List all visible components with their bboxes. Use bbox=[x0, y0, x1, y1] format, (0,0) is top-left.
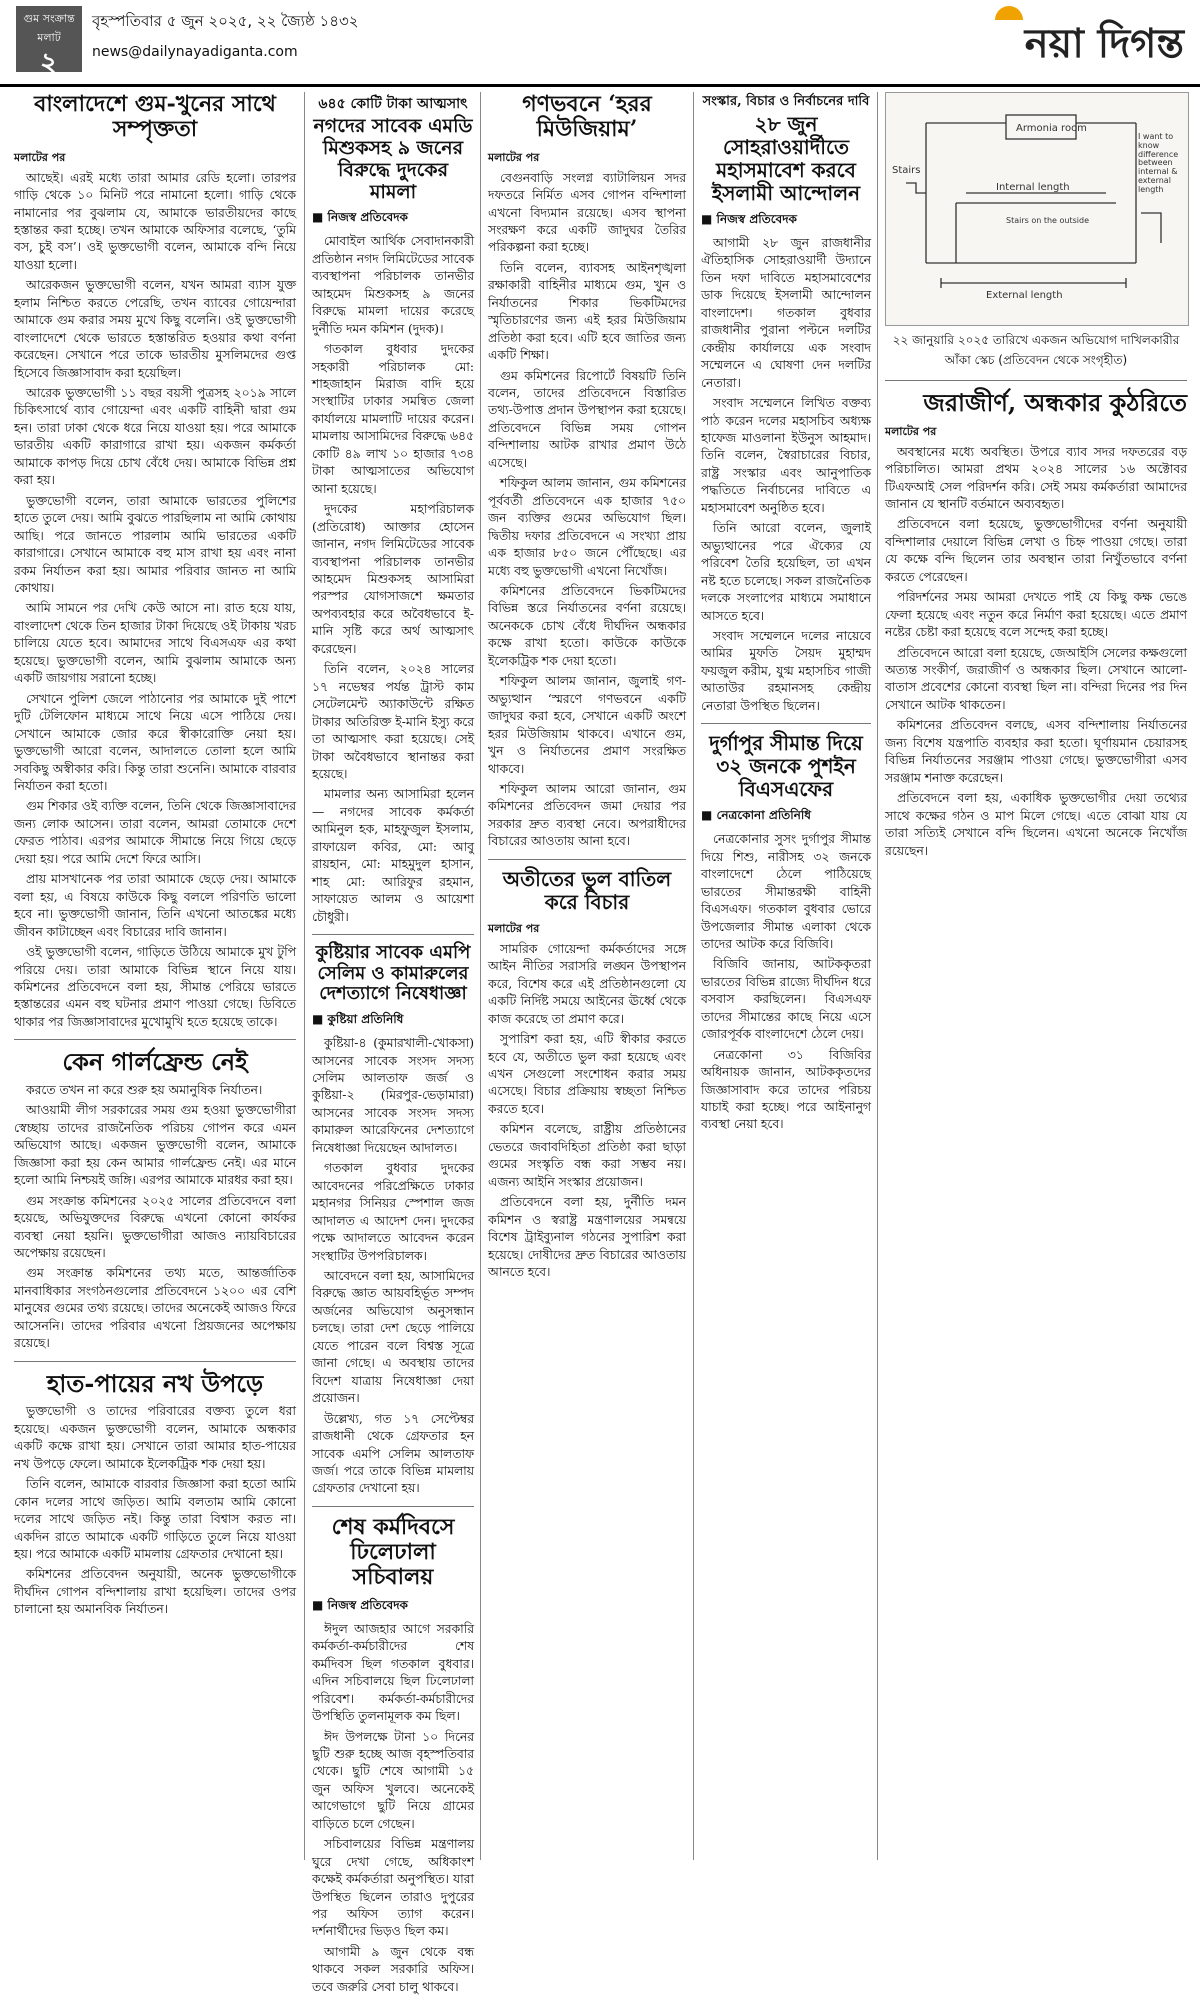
headline-gum-khun: বাংলাদেশে গুম-খুনের সাথে সম্পৃক্ততা bbox=[34, 91, 276, 143]
sketch-label-room: Armonia room bbox=[1016, 123, 1087, 134]
paragraph: গুম সংক্রান্ত কমিশনের ২০২৫ সালের প্রতিবেদনে বলা হয়েছে, অভিযুক্তদের বিরুদ্ধে এখনো কোনো কার্যকর ব্যবস্থা নেয়া হয়নি। ভুক্তভোগীরা আজও ন্যায়বিচারের অপেক্ষায় রয়েছেন। bbox=[14, 1193, 296, 1261]
column-rule bbox=[877, 92, 878, 1860]
paragraph: ওই ভুক্তভোগী বলেন, গাড়িতে উঠিয়ে আমাকে মুখ টুপি পরিয়ে দেয়। তারা আমাকে বিভিন্ন স্থানে নিয়ে যায়। কমিশনের প্রতিবেদনে বলা হয়, সীমান্ত পেরিয়ে ভারতে হস্তান্তরের এমন বহু ঘটনার প্রমাণ পাওয়া গেছে। ডিবিতে থাকার পর জিজ্ঞাসাবাদের মুখোমুখি হতে হয়েছে তাকে। bbox=[14, 945, 296, 1029]
paragraph: গুম কমিশনের রিপোর্টে বিষয়টি তিনি বলেন, তাদের প্রতিবেদনে বিস্তারিত তথ্য-উপাত্ত প্রদান উপস্থাপন করা হয়েছে। প্রতিবেদনে বিভিন্ন সময় গোপন বন্দিশালায় আটক রাখার প্রমাণ উঠে এসেছে। bbox=[488, 368, 686, 470]
paragraph: করতে তখন না করে শুরু হয় অমানুষিক নির্যাতন। bbox=[26, 1082, 263, 1097]
kicker: ৬৪৫ কোটি টাকা আত্মসাৎ bbox=[318, 96, 468, 112]
paragraph: তিনি আরো বলেন, জুলাই অভ্যুত্থানের পরে ঐক্যের যে পরিবেশ তৈরি হয়েছিল, তা এখন নষ্ট হতে চলেছে। সকল রাজনৈতিক দলকে সংলাপের মাধ্যমে সমাধানে আসতে হবে। bbox=[701, 521, 871, 623]
paragraph: অবস্থানের মধ্যে অবস্থিত। উপরে ব্যাব সদর দফতরের বড় পরিচালিত। আমরা প্রথম ২০২৪ সালের ১৬ অক্টোবর টিএফআই সেল পরিদর্শন করি। সেই সময় কর্মকর্তারা আমাদের জানান যে স্থানটি বর্তমানে অব্যবহৃত। bbox=[885, 444, 1187, 511]
byline: ■ নিজস্ব প্রতিবেদক bbox=[701, 212, 797, 226]
logo-text: নয়া দিগন্ত bbox=[1024, 21, 1184, 67]
headline-girlfriend: কেন গার্লফ্রেন্ড নেই bbox=[62, 1047, 248, 1077]
byline: ■ নিজস্ব প্রতিবেদক bbox=[312, 210, 408, 225]
divider bbox=[885, 380, 1187, 381]
paragraph: বেগুনবাড়ি সংলগ্ন ব্যাটালিয়ন সদর দফতরে নির্মিত এসব গোপন বন্দিশালা এখনো বিদ্যমান রয়েছে। এসব স্থাপনা সংরক্ষণ করে একটি জাদুঘর তৈরির পরিকল্পনা করা হচ্ছে। bbox=[488, 170, 686, 255]
column-1 bbox=[14, 92, 296, 1622]
section-label: গুম সংক্রান্ত bbox=[23, 12, 75, 25]
paragraph: সেখানে পুলিশ জেলে পাঠানোর পর আমাকে দুই পাশে দুটি টেলিফোন মাধ্যমে সাথে নিয়ে এসে পাঠিয়ে দেয়। সেখানে আমাকে জোর করে স্বীকারোক্তি নেয়া হয়। ভুক্তভোগী আরো বলেন, আদালতে তোলা হলে আমি সবকিছু অস্বীকার করি। কিন্তু তারা শুনেনি। আমাকে বারবার নির্যাতন করা হতো। bbox=[14, 691, 296, 793]
paragraph: কমিশনের প্রতিবেদন বলছে, এসব বন্দিশালায় নির্যাতনের জন্য বিশেষ যন্ত্রপাতি ব্যবহার করা হতো। ঘূর্ণায়মান চেয়ারসহ বিভিন্ন নির্যাতনের সরঞ্জাম পাওয়া গেছে। ভুক্তভোগীরা এসব সরঞ্জাম শনাক্ত করেছেন। bbox=[885, 718, 1187, 785]
paragraph: ভুক্তভোগী ও তাদের পরিবারের বক্তব্য তুলে ধরা হয়েছে। একজন ভুক্তভোগী বলেন, আমাকে অন্ধকার একটি কক্ষে রাখা হয়। সেখানে তারা আমার হাত-পায়ের নখ উপড়ে ফেলে। আমাকে ইলেকট্রিক শক দেয়া হয়। bbox=[14, 1404, 296, 1471]
photo-caption: ২২ জানুয়ারি ২০২৫ তারিখে একজন অভিযোগ দাখিলকারীর আঁকা স্কেচ (প্রতিবেদন থেকে সংগৃহীত) bbox=[892, 333, 1180, 367]
paragraph: শফিকুল আলম জানান, জুলাই গণ-অভ্যুত্থান ‘স্মরণে গণভবনে একটি জাদুঘর করা হবে, সেখানে একটি অংশে হরর মিউজিয়াম থাকবে। এখানে গুম, খুন ও নির্যাতনের প্রমাণ সংরক্ষিত থাকবে। bbox=[488, 674, 686, 776]
article-body bbox=[488, 941, 686, 1282]
paragraph: গুম শিকার ওই ব্যক্তি বলেন, তিনি থেকে জিজ্ঞাসাবাদের জন্য লোক আসেন। তারা বলেন, আমরা তোমাকে দেশে ফেরত পাঠাব। এরপর আমাকে সীমান্তে নিয়ে গিয়ে ছেড়ে দেয়া হয়। পরে আমি দেশে ফিরে আসি। bbox=[14, 799, 296, 866]
section-box bbox=[16, 6, 82, 79]
paragraph: প্রতিবেদনে বলা হয়, একাধিক ভুক্তভোগীর দেয়া তথ্যের সাথে কক্ষের গঠন ও মাপ মিলে গেছে। এতে বোঝা যায় যে তারা সত্যিই সেখানে বন্দি ছিলেন। এখনো অনেকে নিখোঁজ রয়েছেন। bbox=[885, 791, 1187, 858]
column-5 bbox=[885, 92, 1187, 863]
paragraph: শফিকুল আলম আরো জানান, গুম কমিশনের প্রতিবেদন জমা দেয়ার পর সরকার দ্রুত ব্যবস্থা নেবে। অপরাধীদের বিচারের আওতায় আনা হবে। bbox=[488, 782, 686, 849]
sketch-label-external: External length bbox=[986, 290, 1063, 301]
paragraph: ঈদ উপলক্ষে টানা ১০ দিনের ছুটি শুরু হচ্ছে আজ বৃহস্পতিবার থেকে। ছুটি শেষে আগামী ১৫ জুন অফিস খুলবে। অনেকেই আগেভাগে ছুটি নিয়ে গ্রামের বাড়িতে চলে গেছেন। bbox=[312, 1729, 474, 1831]
article-body bbox=[312, 1621, 474, 1997]
article-body bbox=[885, 444, 1187, 860]
paragraph: কমিশন বলেছে, রাষ্ট্রীয় প্রতিষ্ঠানের ভেতরে জবাবদিহিতা প্রতিষ্ঠা করা ছাড়া গুমের সংস্কৃতি বন্ধ করা সম্ভব নয়। এজন্য আইনি সংস্কার প্রয়োজন। bbox=[488, 1122, 686, 1189]
byline: ■ নিজস্ব প্রতিবেদক bbox=[312, 1597, 408, 1612]
paragraph: তিনি বলেন, ২০২৪ সালের ১৭ নভেম্বর পর্যন্ত ট্রাস্ট কাম সেটেলমেন্ট অ্যাকাউন্টে রক্ষিত টাকার অতিরিক্ত ই-মানি ইস্যু করে তা আত্মসাৎ করা হয়েছে। সেই টাকা অবৈধভাবে স্থানান্তর করা হয়েছে। bbox=[312, 662, 474, 781]
paragraph: কমিশনের প্রতিবেদনে ভিকটিমদের বিভিন্ন স্তরে নির্যাতনের বর্ণনা রয়েছে। অনেককে চোখ বেঁধে দীর্ঘদিন অন্ধকার কক্ষে রাখা হতো। কাউকে কাউকে ইলেকট্রিক শক দেয়া হতো। bbox=[488, 584, 686, 668]
column-rule bbox=[480, 92, 481, 1860]
paragraph: দুদকের মহাপরিচালক (প্রতিরোধ) আক্তার হোসেন জানান, নগদ লিমিটেডের সাবেক ব্যবস্থাপনা পরিচালক তানভীর আহমেদ মিশুকসহ আসামিরা পরস্পর যোগসাজশে ক্ষমতার অপব্যবহার করে অবৈধভাবে ই-মানি সৃষ্টি করে অর্থ আত্মসাৎ করেছেন। bbox=[312, 502, 474, 656]
column-3 bbox=[488, 92, 686, 1284]
paragraph: প্রতিবেদনে বলা হয়েছে, ভুক্তভোগীদের বর্ণনা অনুযায়ী বন্দিশালার দেয়ালে বিভিন্ন লেখা ও চিহ্ন পাওয়া গেছে। তারা যে কক্ষে বন্দি ছিলেন তার অবস্থান তারা নিখুঁতভাবে বর্ণনা করতে পেরেছেন। bbox=[885, 517, 1187, 584]
paragraph: কুষ্টিয়া-৪ (কুমারখালী-খোকসা) আসনের সাবেক সংসদ সদস্য সেলিম আলতাফ জর্জ ও কুষ্টিয়া-২ (মিরপুর-ভেড়ামারা) আসনের সাবেক সংসদ সদস্য কামারুল আরেফিনের দেশত্যাগে নিষেধাজ্ঞা দিয়েছেন আদালত। bbox=[312, 1036, 474, 1155]
paragraph: আওয়ামী লীগ সরকারের সময় গুম হওয়া ভুক্তভোগীরা স্বেচ্ছায় তাদের রাজনৈতিক পরিচয় গোপন করে এমন অভিযোগ আছে। একজন ভুক্তভোগী বলেন, আমাকে জিজ্ঞাসা করা হয় কেন আমার গার্লফ্রেন্ড নেই। এর মানে হলো আমি নিশ্চয়ই জঙ্গি। এরপর আমাকে মারধর করা হয়। bbox=[14, 1103, 296, 1188]
article-body bbox=[14, 1403, 296, 1618]
headline-rally: ২৮ জুন সোহরাওয়ার্দীতে মহাসমাবেশ করবে ইসলামী আন্দোলন bbox=[711, 112, 861, 205]
continued-label: মলাটের পর bbox=[14, 150, 66, 164]
divider bbox=[14, 1361, 296, 1362]
paragraph: গুম সংক্রান্ত কমিশনের তথ্য মতে, আন্তর্জাতিক মানবাধিকার সংগঠনগুলোর প্রতিবেদনে ১২০০ এর বেশি মানুষের গুমের তথ্য রয়েছে। তাদের অনেকেই আজও ফিরে আসেননি। তাদের পরিবার এখনো প্রিয়জনের অপেক্ষায় রয়েছে। bbox=[14, 1266, 296, 1351]
divider bbox=[701, 723, 871, 724]
paragraph: উল্লেখ্য, গত ১৭ সেপ্টেম্বর রাজধানী থেকে গ্রেফতার হন সাবেক এমপি সেলিম আলতাফ জর্জ। পরে তাকে বিভিন্ন মামলায় গ্রেফতার দেখানো হয়। bbox=[312, 1411, 474, 1496]
continued-label: মলাটের পর bbox=[488, 921, 540, 935]
column-2 bbox=[312, 92, 474, 1999]
sun-icon bbox=[995, 6, 1023, 20]
article-body bbox=[312, 233, 474, 926]
paragraph: বিজিবি জানায়, আটককৃতরা ভারতের বিভিন্ন রাজ্যে দীর্ঘদিন ধরে বসবাস করছিলেন। বিএসএফ তাদের সীমান্তের কাছে নিয়ে এসে জোরপূর্বক বাংলাদেশে ঠেলে দেয়। bbox=[701, 957, 871, 1042]
headline-past-mistakes: অতীতের ভুল বাতিল করে বিচার bbox=[502, 866, 672, 914]
sketch-label-stairs: Stairs bbox=[892, 165, 921, 176]
paragraph: সুপারিশ করা হয়, এটি স্বীকার করতে হবে যে, অতীতে ভুল করা হয়েছে এবং এখন সেগুলো সংশোধন করার সময় এসেছে। বিচার প্রক্রিয়ায় স্বচ্ছতা নিশ্চিত করতে হবে। bbox=[488, 1032, 686, 1116]
paragraph: সামরিক গোয়েন্দা কর্মকর্তাদের সঙ্গে আইন নীতির সরাসরি লঙ্ঘন উপস্থাপন করে, বিশেষ করে এই প্রতিষ্ঠানগুলো যে একটি নির্দিষ্ট সময়ে আইনের ঊর্ধ্বে থেকে কাজ করেছে তা প্রমাণ করে। bbox=[488, 941, 686, 1026]
column-rule bbox=[693, 92, 694, 1860]
paragraph: আগামী ২৮ জুন রাজধানীর ঐতিহাসিক সোহরাওয়ার্দী উদ্যানে তিন দফা দাবিতে মহাসমাবেশের ডাক দিয়েছে ইসলামী আন্দোলন বাংলাদেশ। গতকাল বুধবার রাজধানীর পুরানা পল্টনে দলটির কেন্দ্রীয় কার্যালয়ে এক সংবাদ সম্মেলনে এ ঘোষণা দেন দলটির নেতারা। bbox=[701, 236, 871, 390]
paragraph: মামলার অন্য আসামিরা হলেন— নগদের সাবেক কর্মকর্তা আমিনুল হক, মাহফুজুল ইসলাম, রাফায়েল কবির, মো: আবু রায়হান, মো: মাহমুদুল হাসান, শাহ মো: আরিফুর রহমান, সাফায়েত আলম ও আয়েশা চৌধুরী। bbox=[312, 787, 474, 924]
paragraph: আছেই। এরই মধ্যে তারা আমার রেডি হলো। তারপর গাড়ি থেকে ১০ মিনিট পরে নামানো হলো। গাড়ি থেকে নামানোর পর বুঝলাম যে, আমাকে ভারতীয়দের কাছে হস্তান্তর করা হচ্ছে। তখন আমাকে অফিসার বলেছে, ‘তুমি বস, চুই বস’। ওই ভুক্তভোগী বলেন, আমাকে বন্দি নিয়ে যাওয়া হলো। bbox=[14, 170, 296, 272]
paragraph: গতকাল বুধবার দুদকের সহকারী পরিচালক মো: শাহজাহান মিরাজ বাদি হয়ে সংস্থাটির ঢাকার সমন্বিত জেলা কার্যালয়ে মামলাটি দায়ের করেন। মামলায় আসামিদের বিরুদ্ধে ৬৪৫ কোটি ৪৯ লাখ ১০ হাজার ৭৩৪ টাকা আত্মসাতের অভিযোগ আনা হয়েছে। bbox=[312, 342, 474, 496]
paragraph: নেত্রকোনা ৩১ বিজিবির অধিনায়ক জানান, আটককৃতদের জিজ্ঞাসাবাদ করে তাদের পরিচয় যাচাই করা হচ্ছে। পরে আইনানুগ ব্যবস্থা নেয়া হবে। bbox=[701, 1047, 871, 1132]
paragraph: সচিবালয়ের বিভিন্ন মন্ত্রণালয় ঘুরে দেখা গেছে, অধিকাংশ কক্ষেই কর্মকর্তারা অনুপস্থিত। যারা উপস্থিত ছিলেন তারাও দুপুরের পর অফিস ত্যাগ করেন। দর্শনার্থীদের ভিড়ও ছিল কম। bbox=[312, 1837, 474, 1939]
divider bbox=[312, 1506, 474, 1507]
article-body bbox=[701, 235, 871, 715]
paragraph: প্রায় মাসখানেক পর তারা আমাকে ছেড়ে দেয়। আমাকে বলা হয়, এ বিষয়ে কাউকে কিছু বললে পরিণতি ভালো হবে না। ভুক্তভোগী জানান, তিনি এখনো আতঙ্কের মধ্যে জীবন কাটাচ্ছেন এবং বিচারের দাবি জানান। bbox=[14, 872, 296, 939]
divider bbox=[488, 859, 686, 860]
headline-nails: হাত-পায়ের নখ উপড়ে bbox=[46, 1368, 264, 1398]
kicker: সংস্কার, বিচার ও নির্বাচনের দাবি bbox=[702, 94, 870, 109]
paragraph: সংবাদ সম্মেলনে লিখিত বক্তব্য পাঠ করেন দলের মহাসচিব অধ্যক্ষ হাফেজ মাওলানা ইউনুস আহমাদ। তিনি বলেন, স্বৈরাচারের বিচার, রাষ্ট্র সংস্কার এবং আনুপাতিক পদ্ধতিতে নির্বাচনের দাবিতে এ মহাসমাবেশ অনুষ্ঠিত হবে। bbox=[701, 396, 871, 515]
paragraph: প্রতিবেদনে বলা হয়, দুর্নীতি দমন কমিশন ও স্বরাষ্ট্র মন্ত্রণালয়ের সমন্বয়ে বিশেষ ট্রাইব্যুনাল গঠনের সুপারিশ করা হয়েছে। দোষীদের দ্রুত বিচারের আওতায় আনতে হবে। bbox=[488, 1195, 686, 1279]
byline: ■ কুষ্টিয়া প্রতিনিধি bbox=[312, 1012, 404, 1027]
article-body bbox=[701, 831, 871, 1134]
paragraph: তিনি বলেন, আমাকে বারবার জিজ্ঞাসা করা হতো আমি কোন দলের সাথে জড়িত। আমি বলতাম আমি কোনো দলের সাথে জড়িত নই। কিন্তু তারা বিশ্বাস করত না। একদিন রাতে আমাকে একটি গাড়িতে তুলে নিয়ে যাওয়া হয়। পরে আমাকে একটি মামলায় গ্রেফতার দেখানো হয়। bbox=[14, 1477, 296, 1561]
masthead bbox=[0, 0, 1200, 87]
article-body bbox=[488, 170, 686, 851]
sketch-label-doors: Stairs on the outside bbox=[1006, 216, 1090, 225]
paragraph: পরিদর্শনের সময় আমরা দেখতে পাই যে কিছু কক্ষ ভেঙে ফেলা হয়েছে এবং নতুন করে নির্মাণ করা হয়েছে। এতে প্রমাণ নষ্টের চেষ্টা করা হয়েছে বলে সন্দেহ করা হচ্ছে। bbox=[885, 590, 1187, 640]
continued-label: মলাটের পর bbox=[885, 424, 937, 438]
headline-cell: জরাজীর্ণ, অন্ধকার কুঠরিতে bbox=[923, 388, 1187, 417]
paragraph: আমি সামনে পর দেখি কেউ আসে না। রাত হয়ে যায়, বাংলাদেশ থেকে তিন হাজার টাকা দিয়েছে ওই টাকায় খরচ চালিয়ে যেতে হবে। আমাদের সাথে বিএসএফ এর কথা হয়েছে। ভুক্তভোগী বলেন, আমি বুঝলাম আমাকে অন্য একটি জায়গায় সরানো হচ্ছে। bbox=[14, 601, 296, 686]
article-body bbox=[14, 1082, 296, 1353]
email: news@dailynayadiganta.com bbox=[92, 44, 298, 60]
sketch-photo bbox=[885, 92, 1189, 326]
paragraph: প্রতিবেদনে আরো বলা হয়েছে, জেআইসি সেলের কক্ষগুলো অত্যন্ত সংকীর্ণ, জরাজীর্ণ ও অন্ধকার ছিল। সেখানে আলো-বাতাস প্রবেশের কোনো ব্যবস্থা ছিল না। বন্দিরা দিনের পর দিন সেখানে আটক থাকতেন। bbox=[885, 645, 1187, 712]
paragraph: গতকাল বুধবার দুদকের আবেদনের পরিপ্রেক্ষিতে ঢাকার মহানগর সিনিয়র স্পেশাল জজ আদালত এ আদেশ দেন। দুদকের পক্ষে আদালতে আবেদন করেন সংস্থাটির উপপরিচালক। bbox=[312, 1161, 474, 1263]
divider bbox=[312, 934, 474, 935]
headline-horror-museum: গণভবনে ‘হরর মিউজিয়াম’ bbox=[522, 91, 652, 143]
column-4 bbox=[701, 92, 871, 1137]
continued-label: মলাটের পর bbox=[488, 150, 540, 164]
headline-kushtia: কুষ্টিয়ার সাবেক এমপি সেলিম ও কামারুলের দেশত্যাগে নিষেধাজ্ঞা bbox=[315, 942, 471, 1005]
paragraph: শফিকুল আলম জানান, গুম কমিশনের পূর্ববর্তী প্রতিবেদনে এক হাজার ৭৫০ জন ব্যক্তির গুমের অভিযোগ ছিল। দ্বিতীয় দফার প্রতিবেদনে এ সংখ্যা প্রায় এক হাজার ৮৫০ জনে পৌঁছেছে। এর মধ্যে বহু ভুক্তভোগী এখনো নিখোঁজ। bbox=[488, 476, 686, 578]
column-rule bbox=[304, 92, 305, 1860]
paragraph: আরেকজন ভুক্তভোগী বলেন, যখন আমরা ব্যাস যুক্ত হলাম নিশ্চিত করতে পেরেছি, তখন ব্যাবের গোয়েন্দারা আমাকে গুম করার সময় মুখে কিছু বলেনি। ওই ভুক্তভোগী বাংলাদেশে থেকে ভারতে হস্তান্তরিত হওয়ার কথা বর্ণনা করেছেন। সেখানে পরে তাকে ভারতীয় মুসলিমদের গুপ্ত হিসেবে জিজ্ঞাসাবাদ করা হয়েছিল। bbox=[14, 278, 296, 380]
paragraph: কমিশনের প্রতিবেদন অনুযায়ী, অনেক ভুক্তভোগীকে দীর্ঘদিন গোপন বন্দিশালায় রাখা হয়েছিল। তাদের ওপর চালানো হয় অমানবিক নির্যাতন। bbox=[14, 1567, 296, 1617]
sketch-note: I want to know difference between internal & external length bbox=[1138, 133, 1179, 194]
byline: ■ নেত্রকোনা প্রতিনিধি bbox=[701, 808, 812, 823]
paragraph: মোবাইল আর্থিক সেবাদানকারী প্রতিষ্ঠান নগদ লিমিটেডের সাবেক ব্যবস্থাপনা পরিচালক তানভীর আহমেদ মিশুকসহ ৯ জনের বিরুদ্ধে মামলা দায়ের করেছে দুর্নীতি দমন কমিশন (দুদক)। bbox=[312, 234, 474, 336]
headline-nagad: নগদের সাবেক এমডি মিশুকসহ ৯ জনের বিরুদ্ধে দুদকের মামলা bbox=[313, 115, 473, 203]
paragraph: নেত্রকোনার সুসং দুর্গাপুর সীমান্ত দিয়ে শিশু, নারীসহ ৩২ জনকে বাংলাদেশে ঠেলে পাঠিয়েছে ভারতের সীমান্তরক্ষী বাহিনী বিএসএফ। গতকাল বুধবার ভোরে উপজেলার সীমান্ত এলাকা থেকে তাদের আটক করে বিজিবি। bbox=[701, 832, 871, 951]
article-body bbox=[14, 170, 296, 1032]
paragraph: ভুক্তভোগী বলেন, তারা আমাকে ভারতের পুলিশের হাতে তুলে দেয়। আমি বুঝতে পারছিলাম না আমি কোথায় আছি। পরে জানতে পারলাম আমি ভারতের একটি কারাগারে। সেখানে আমাকে বহু মাস রাখা হয় এবং নানা রকম নির্যাতন করা হয়। আমার পরিবার জানত না আমি কোথায়। bbox=[14, 493, 296, 596]
paragraph: তিনি বলেন, ব্যাবসহ আইনশৃঙ্খলা রক্ষাকারী বাহিনীর মাধ্যমে গুম, খুন ও নির্যাতনের শিকার ভিকটিমদের স্মৃতিচারণের জন্য এই হরর মিউজিয়াম প্রতিষ্ঠা করা হবে। এটি হবে জাতির জন্য একটি শিক্ষা। bbox=[488, 260, 686, 363]
article-body bbox=[312, 1035, 474, 1498]
newspaper-logo bbox=[995, 12, 1184, 79]
dateline: বৃহস্পতিবার ৫ জুন ২০২৫, ২২ জ্যৈষ্ঠ ১৪৩২ bbox=[92, 12, 359, 30]
sketch-label-internal: Internal length bbox=[996, 182, 1070, 193]
paragraph: আরেক ভুক্তভোগী ১১ বছর বয়সী পুত্রসহ ২০১৯ সালে চিকিৎসার্থে ব্যাব গোয়েন্দা এবং একটি বাহিনী দ্বারা গুম হন। তারা ঢাকা থেকে ধরে নিয়ে যাওয়া হয়। পরে আমাকে ভারতীয় একটি কারাগারে রাখা হয়। একজন কর্মকর্তা আমাকে কাপড় দিয়ে চোখ বেঁধে দেয়। আমাকে বিভিন্ন প্রশ্ন করা হয়। bbox=[14, 386, 296, 488]
paragraph: সংবাদ সম্মেলনে দলের নায়েবে আমির মুফতি সৈয়দ মুহাম্মদ ফয়জুল করীম, যুগ্ম মহাসচিব গাজী আতাউর রহমানসহ কেন্দ্রীয় নেতারা উপস্থিত ছিলেন। bbox=[701, 628, 871, 713]
divider bbox=[14, 1039, 296, 1040]
headline-pushin: দুর্গাপুর সীমান্ত দিয়ে ৩২ জনকে পুশইন বিএসএফের bbox=[709, 731, 863, 802]
section-label-2: মলাট bbox=[37, 31, 61, 44]
paragraph: ঈদুল আজহার আগে সরকারি কর্মকর্তা-কর্মচারীদের শেষ কর্মদিবস ছিল গতকাল বুধবার। এদিন সচিবালয়ে ছিল ঢিলেঢালা পরিবেশ। কর্মকর্তা-কর্মচারীদের উপস্থিতি তুলনামূলক কম ছিল। bbox=[312, 1621, 474, 1724]
paragraph: আগামী ৯ জুন থেকে বন্ধ থাকবে সকল সরকারি অফিস। তবে জরুরি সেবা চালু থাকবে। bbox=[312, 1944, 474, 1994]
headline-secretariat: শেষ কর্মদিবসে ঢিলেঢালা সচিবালয় bbox=[331, 1513, 455, 1591]
paragraph: আবেদনে বলা হয়, আসামিদের বিরুদ্ধে জ্ঞাত আয়বহির্ভূত সম্পদ অর্জনের অভিযোগ অনুসন্ধান চলছে। তারা দেশ ছেড়ে পালিয়ে যেতে পারেন বলে বিশ্বস্ত সূত্রে জানা গেছে। এ অবস্থায় তাদের বিদেশ যাত্রায় নিষেধাজ্ঞা দেয়া প্রয়োজন। bbox=[312, 1269, 474, 1406]
cell-sketch-image bbox=[886, 93, 1186, 323]
page-number: ২ bbox=[39, 46, 59, 79]
